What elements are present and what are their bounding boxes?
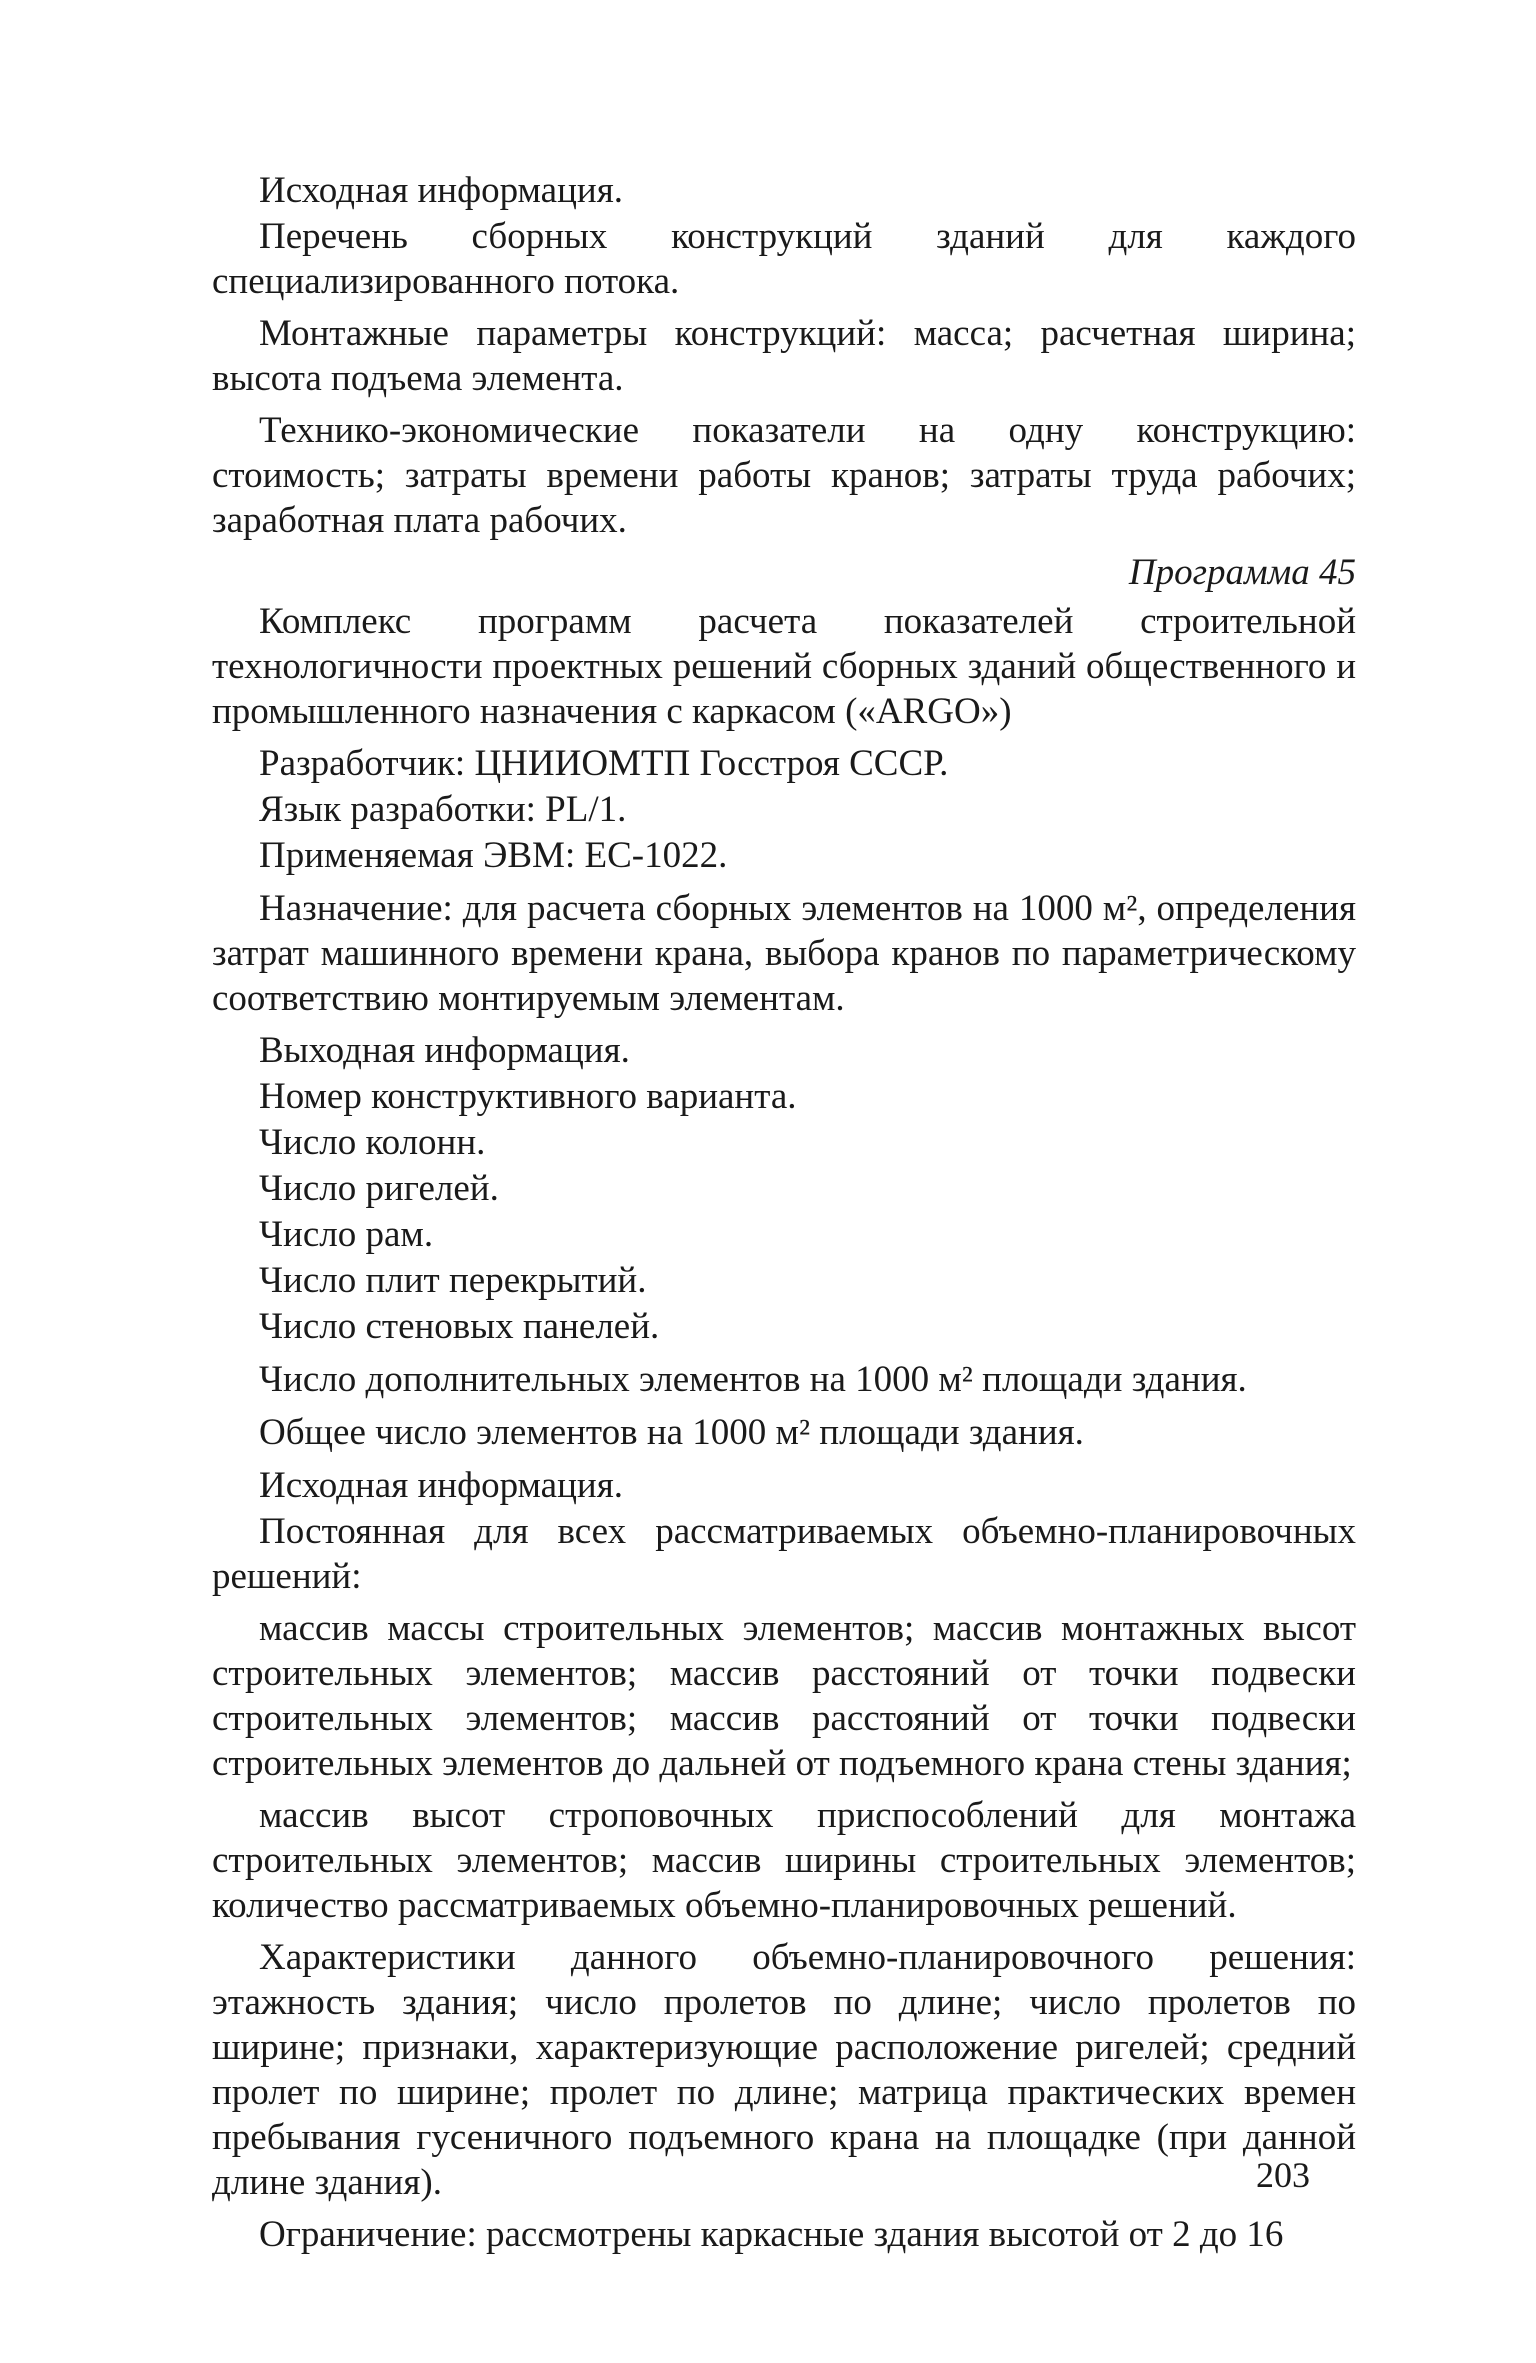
text-line: Выходная информация. bbox=[259, 1030, 630, 1071]
text-line: Число колонн. bbox=[259, 1122, 486, 1163]
paragraph: массив массы строительных элементов; массив монтажных высот строительных элементов; массив расстояний от точки подвески строительных элементов; массив расстояний от точки подвески строительных элементов до дальней от подъемного крана стены здания; bbox=[212, 1608, 1356, 1784]
text-line: Число стеновых панелей. bbox=[259, 1306, 660, 1347]
paragraph: Характеристики данного объемно-планировочного решения: этажность здания; число пролетов по длине; число пролетов по ширине; признаки, характеризующие расположение ригелей; средний пролет по ширине; пролет по длине; матрица практических времен пребывания гусеничного подъемного крана на площадке (при данной длине здания). bbox=[212, 1937, 1356, 2203]
paragraph: Монтажные параметры конструкций: масса; расчетная ширина; высота подъема элемента. bbox=[212, 313, 1356, 399]
text-line: Число дополнительных элементов на 1000 м² площади здания. bbox=[259, 1359, 1247, 1400]
program-heading: Программа 45 bbox=[1128, 552, 1356, 593]
text-line: Язык разработки: PL/1. bbox=[259, 789, 627, 830]
paragraph: Постоянная для всех рассматриваемых объемно-планировочных решений: bbox=[212, 1511, 1356, 1597]
text-line: Номер конструктивного варианта. bbox=[259, 1076, 797, 1117]
text-line: Исходная информация. bbox=[259, 170, 623, 211]
text-line: Число плит перекрытий. bbox=[259, 1260, 647, 1301]
page-body bbox=[212, 168, 1356, 2264]
paragraph: массив высот строповочных приспособлений для монтажа строительных элементов; массив ширины строительных элементов; количество рассматриваемых объемно-планировочных решений. bbox=[212, 1795, 1356, 1926]
paragraph: Ограничение: рассмотрены каркасные здания высотой от 2 до 16 bbox=[259, 2214, 1284, 2255]
page-number: 203 bbox=[1256, 2155, 1310, 2195]
text-line: Число рам. bbox=[259, 1214, 434, 1255]
paragraph: Технико-экономические показатели на одну конструкцию: стоимость; затраты времени работы кранов; затраты труда рабочих; заработная плата рабочих. bbox=[212, 410, 1356, 541]
text-line: Число ригелей. bbox=[259, 1168, 499, 1209]
text-line: Общее число элементов на 1000 м² площади здания. bbox=[259, 1412, 1084, 1453]
paragraph: Комплекс программ расчета показателей строительной технологичности проектных решений сборных зданий общественного и промышленного назначения с каркасом («ARGO») bbox=[212, 601, 1356, 732]
text-line: Исходная информация. bbox=[259, 1465, 623, 1506]
paragraph: Назначение: для расчета сборных элементов на 1000 м², определения затрат машинного времени крана, выбора кранов по параметрическому соответствию монтируемым элементам. bbox=[212, 888, 1356, 1019]
text-line: Разработчик: ЦНИИОМТП Госстроя СССР. bbox=[259, 743, 949, 784]
paragraph: Перечень сборных конструкций зданий для каждого специализированного потока. bbox=[212, 216, 1356, 302]
text-line: Применяемая ЭВМ: ЕС-1022. bbox=[259, 835, 728, 876]
